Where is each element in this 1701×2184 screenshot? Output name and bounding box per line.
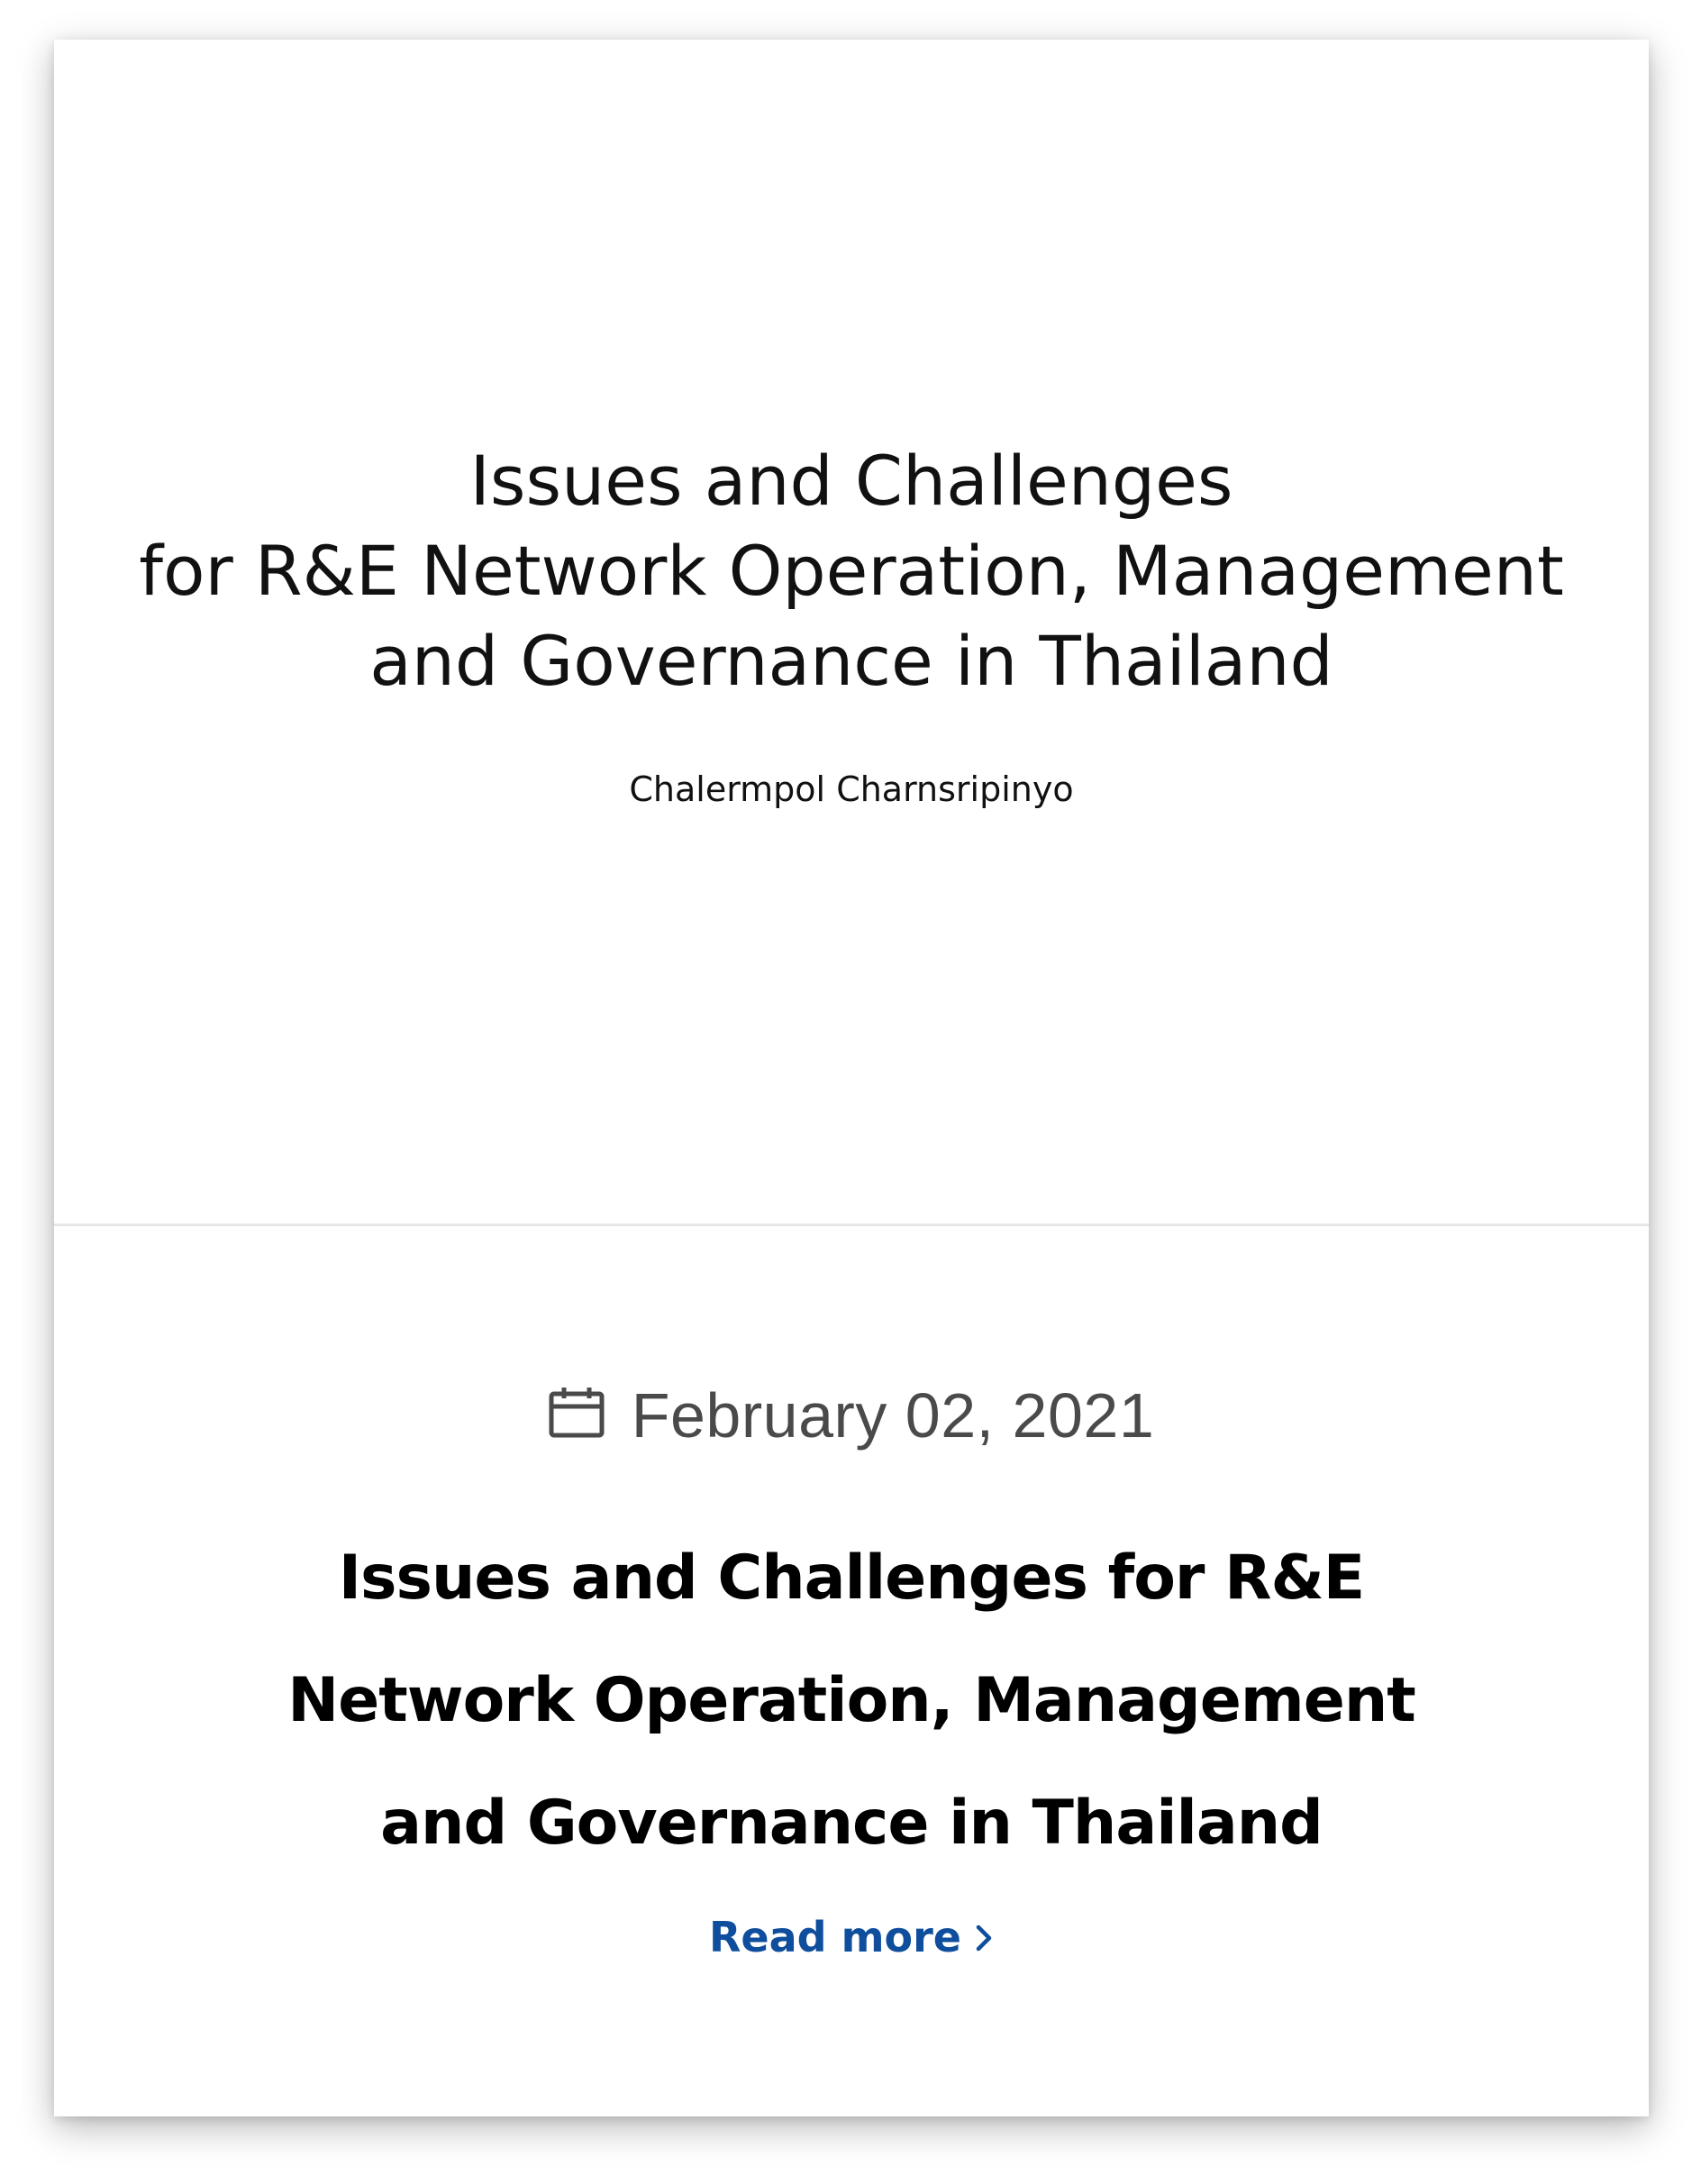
read-more-label[interactable]: Read more — [708, 1913, 962, 1961]
slide-title-line: and Governance in Thailand — [369, 621, 1333, 701]
post-title-line[interactable]: Network Operation, Management — [287, 1665, 1415, 1736]
post-title-line[interactable]: and Governance in Thailand — [380, 1788, 1323, 1859]
post-title-line[interactable]: Issues and Challenges for R&E — [338, 1542, 1365, 1614]
post-date-text: February 02, 2021 — [631, 1380, 1155, 1451]
read-more-link[interactable] — [54, 1910, 1649, 1964]
slide-title — [54, 436, 1649, 706]
slide-title-line: for R&E Network Operation, Management — [139, 531, 1564, 611]
calendar-icon — [549, 1387, 605, 1439]
slide-title-line: Issues and Challenges — [469, 441, 1233, 521]
post-date — [54, 1375, 1649, 1456]
slide-author: Chalermpol Charnsripinyo — [629, 769, 1074, 809]
post-title[interactable] — [54, 1517, 1649, 1885]
post-card — [54, 40, 1649, 2116]
chevron-right-icon[interactable] — [974, 1923, 994, 1953]
slide-thumbnail[interactable] — [54, 40, 1649, 1226]
